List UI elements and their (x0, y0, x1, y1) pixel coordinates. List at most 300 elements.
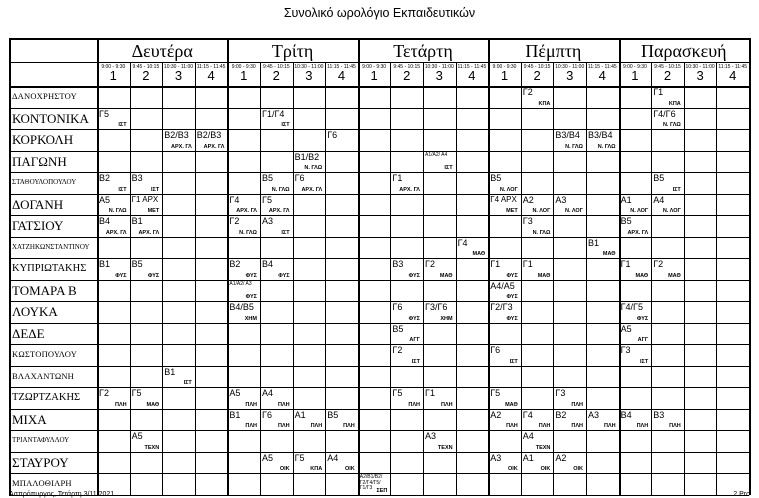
timetable-entry[interactable] (489, 410, 520, 430)
class-code: Γ6 (327, 130, 338, 140)
grid-vline (358, 38, 360, 495)
period-time: 9:45 - 10:15 (654, 64, 681, 70)
timetable-entry[interactable] (587, 130, 618, 150)
timetable-entry[interactable] (228, 259, 259, 279)
subject-code: ΠΛΗ (538, 423, 551, 429)
timetable-entry[interactable] (228, 195, 259, 215)
timetable-entry[interactable] (261, 216, 292, 236)
period-time: 10:30 - 11:00 (555, 64, 585, 70)
class-code: Α1/Α2/ Α3 (229, 280, 252, 287)
class-code: Β1/Β2 (294, 151, 320, 162)
timetable-entry[interactable] (554, 388, 585, 408)
period-number: 1 (109, 68, 117, 83)
timetable-entry[interactable] (652, 109, 683, 129)
subject-code: ΣΕΠ (376, 487, 388, 494)
subject-code: ΜΑΘ (472, 251, 486, 257)
subject-code: Ν. ΓΛΩ (239, 229, 257, 236)
subject-code: ΦΥΣ (636, 315, 649, 322)
subject-code: ΦΥΣ (408, 315, 420, 322)
timetable-entry[interactable] (391, 324, 422, 344)
period-time: 9:45 - 10:15 (393, 64, 421, 70)
timetable-entry[interactable] (326, 130, 357, 150)
timetable-entry[interactable] (163, 367, 194, 387)
timetable-entry[interactable] (620, 195, 651, 215)
timetable-entry[interactable] (522, 453, 553, 473)
period-number: 2 (142, 68, 150, 83)
timetable-entry[interactable] (261, 259, 292, 279)
subject-code: ΦΥΣ (506, 272, 518, 279)
class-code: Α5 (262, 452, 274, 463)
subject-code: Ν. ΛΟΓ (565, 208, 583, 214)
subject-code: ΑΡΧ. ΓΛ (301, 186, 323, 193)
period-time: 9:45 - 10:15 (262, 64, 290, 70)
period-time: 11:15 - 11:45 (587, 64, 617, 70)
class-code: Α1/Α2/ Α4 (425, 151, 448, 158)
timetable-entry[interactable] (522, 431, 553, 451)
subject-code: ΟΙΚ (540, 466, 551, 472)
grid-vline (684, 62, 685, 495)
class-code: Γ1 (425, 388, 435, 398)
teacher-name: ΔΟΓΑΝΗ (12, 196, 64, 212)
period-number: 3 (174, 68, 183, 83)
timetable-entry[interactable] (424, 152, 455, 172)
class-code: Γ4 (457, 237, 468, 248)
timetable-entry[interactable] (261, 195, 292, 215)
timetable-entry[interactable] (652, 173, 683, 193)
timetable-entry[interactable] (98, 195, 129, 215)
timetable-entry[interactable] (391, 302, 422, 322)
subject-code: Ν. ΓΛΩ (662, 122, 681, 128)
teacher-name: ΤΡΙΑΝΤΑΦΥΛΛΟΥ (12, 436, 70, 444)
period-time: 10:30 - 11:00 (424, 64, 454, 70)
class-code: Γ2 (653, 259, 664, 269)
timetable-entry[interactable] (228, 410, 259, 430)
timetable-entry[interactable] (652, 259, 683, 279)
class-code: Γ4 (229, 194, 240, 205)
timetable-entry[interactable] (261, 109, 292, 129)
class-code: Γ4/Γ5 (620, 302, 644, 312)
subject-code: ΠΛΗ (571, 423, 583, 429)
timetable-entry[interactable] (326, 453, 357, 473)
timetable-entry[interactable] (228, 216, 259, 236)
class-code: Γ5 (131, 388, 142, 398)
teacher-name: ΜΙΧΑ (12, 411, 47, 427)
page-title: Συνολικό ωρολόγιο Εκπαιδευτικών (283, 6, 476, 20)
subject-code: ΜΕΤ (506, 208, 518, 214)
class-code: Γ1 (392, 173, 403, 183)
teacher-name: ΧΑΤΖΗΚΩΝΣΤΑΝΤΙΝΟΥ (12, 242, 90, 251)
timetable-entry[interactable] (424, 259, 455, 279)
timetable-entry[interactable] (489, 259, 520, 279)
grid-vline (195, 62, 196, 495)
class-code: Β4 (620, 409, 632, 420)
class-code: Γ3 (522, 216, 533, 226)
teacher-name: ΔΕΔΕ (12, 325, 45, 341)
class-code: Γ1/Γ4 (262, 108, 285, 119)
class-code: Α4 (262, 388, 274, 398)
period-time: 9:00 - 9:30 (622, 64, 647, 70)
timetable-entry[interactable] (620, 345, 651, 365)
class-code: Β5 (653, 173, 665, 183)
period-number: 1 (370, 68, 378, 83)
subject-code: ΜΑΘ (146, 401, 160, 408)
subject-code: ΠΛΗ (277, 423, 290, 429)
timetable-entry[interactable] (228, 302, 259, 322)
timetable-entry[interactable] (294, 173, 325, 193)
subject-code: ΑΡΧ. ΓΛ (138, 229, 160, 236)
timetable-entry[interactable] (424, 431, 455, 451)
period-number: 2 (403, 68, 411, 83)
timetable-entry[interactable] (261, 410, 292, 430)
class-code: Β4/Β5 (229, 302, 254, 312)
grid-hline (9, 280, 749, 281)
subject-code: ΙΣΤ (639, 358, 649, 365)
timetable-entry[interactable] (98, 388, 129, 408)
subject-code: Ν. ΓΛΩ (304, 165, 323, 171)
subject-code: ΧΗΜ (244, 315, 257, 322)
subject-code: ΠΛΗ (408, 401, 420, 408)
teacher-name: ΚΟΝΤΟΝΙΚΑ (12, 110, 89, 126)
class-code: Γ5 (294, 452, 305, 463)
subject-code: ΑΡΧ. ΓΛ (105, 229, 127, 236)
timetable-entry[interactable] (489, 195, 520, 215)
class-code: Β5 (131, 259, 143, 269)
timetable-entry[interactable] (294, 152, 325, 172)
class-code: Α3 (555, 194, 567, 205)
subject-code: ΑΡΧ. ΓΛ (171, 143, 192, 150)
subject-code: Ν. ΓΛΩ (108, 208, 127, 214)
timetable-entry[interactable] (424, 388, 455, 408)
grid-vline (749, 38, 751, 495)
timetable-entry[interactable] (554, 130, 585, 150)
grid-vline (325, 62, 326, 495)
timetable-entry[interactable] (652, 410, 683, 430)
grid-hline (9, 237, 749, 238)
timetable-entry[interactable] (359, 474, 390, 494)
subject-code: ΠΛΗ (571, 401, 583, 408)
day-header: Τετάρτη (393, 41, 453, 61)
teacher-name: ΤΟΜΑΡΑ Β (12, 282, 77, 298)
class-code: Β4 (99, 216, 111, 226)
timetable-entry[interactable] (196, 130, 227, 150)
class-code: Α4 (522, 431, 534, 441)
class-code: Β1 (588, 237, 600, 248)
class-code: Γ1 (620, 259, 631, 269)
teacher-name: ΚΟΡΚΟΛΗ (12, 132, 74, 147)
class-code: Α3 (425, 431, 437, 441)
timetable-entry[interactable] (652, 195, 683, 215)
grid-hline (9, 452, 749, 453)
subject-code: ΑΡΧ. ΓΛ (399, 186, 420, 193)
class-code: Γ4 (522, 409, 533, 420)
class-code: Γ5 (262, 194, 272, 205)
subject-code: ΙΣΤ (672, 186, 681, 193)
timetable-entry[interactable] (620, 259, 651, 279)
timetable-entry[interactable] (391, 345, 422, 365)
period-time: 9:45 - 10:15 (523, 64, 551, 70)
subject-code: Ν. ΛΟΓ (630, 208, 649, 214)
subject-code: ΦΥΣ (245, 294, 257, 300)
timetable-entry[interactable] (489, 388, 520, 408)
timetable-entry[interactable] (131, 431, 162, 451)
timetable-entry[interactable] (228, 388, 259, 408)
timetable-entry[interactable] (131, 216, 162, 236)
timetable-entry[interactable] (620, 324, 651, 344)
timetable-entry[interactable] (489, 345, 520, 365)
class-code: Γ2 (229, 216, 240, 226)
class-code: Γ2 (99, 388, 109, 398)
subject-code: ΙΣΤ (444, 165, 453, 171)
class-code: Γ3 (555, 388, 566, 398)
subject-code: ΚΠΑ (668, 100, 681, 107)
day-header: Τρίτη (271, 41, 314, 61)
timetable-entry[interactable] (522, 259, 553, 279)
period-number: 2 (272, 68, 280, 83)
teacher-name: ΣΤΑΥΡΟΥ (12, 454, 69, 470)
class-code: Β5 (327, 409, 339, 420)
class-code: Α4 (327, 452, 339, 463)
timetable-entry[interactable] (228, 281, 259, 301)
timetable-entry[interactable] (131, 173, 162, 193)
class-code: Α1 (522, 452, 534, 463)
timetable-entry[interactable] (620, 410, 651, 430)
subject-code: ΠΛΗ (277, 401, 290, 408)
subject-code: ΙΣΤ (150, 186, 160, 193)
subject-code: ΜΑΘ (668, 272, 681, 279)
subject-code: ΙΣΤ (509, 358, 518, 365)
class-code: Α5 (229, 388, 241, 398)
teacher-name: ΚΥΠΡΙΩΤΑΚΗΣ (12, 263, 87, 274)
subject-code: Ν. ΓΛΩ (597, 143, 616, 150)
timetable-entry[interactable] (620, 302, 651, 322)
subject-code: ΑΓΓ (409, 337, 420, 343)
timetable-entry[interactable] (98, 109, 129, 129)
subject-code: ΠΛΗ (310, 423, 323, 429)
timetable-entry[interactable] (489, 173, 520, 193)
period-number: 4 (207, 68, 215, 83)
timetable-grid (9, 38, 750, 496)
timetable-entry[interactable] (489, 453, 520, 473)
timetable-entry[interactable] (652, 87, 683, 107)
period-number: 1 (500, 68, 509, 83)
period-time: 11:15 - 11:45 (196, 64, 226, 70)
class-code: Β2 (229, 259, 241, 269)
timetable-entry[interactable] (98, 216, 129, 236)
subject-code: ΙΣΤ (118, 186, 127, 193)
teacher-name: ΣΤΑΘΟΥΛΟΠΟΥΛΟΥ (12, 178, 77, 186)
subject-code: ΠΛΗ (343, 423, 355, 429)
timetable-entry[interactable] (391, 259, 422, 279)
class-code: Α3 (490, 452, 502, 463)
timetable-entry[interactable] (261, 173, 292, 193)
subject-code: ΟΙΚ (279, 466, 290, 472)
timetable-entry[interactable] (522, 216, 553, 236)
class-code: Α5 (99, 194, 111, 205)
class-code: Γ1 (490, 259, 501, 269)
timetable-entry[interactable] (554, 410, 585, 430)
grid-vline (716, 62, 717, 495)
class-code: Γ1 (653, 87, 664, 97)
subject-code: ΠΛΗ (636, 423, 649, 429)
class-code: Β1 (164, 366, 176, 377)
timetable-entry[interactable] (98, 259, 129, 279)
subject-code: ΦΥΣ (147, 272, 160, 279)
subject-code: ΠΛΗ (440, 401, 453, 408)
period-number: 4 (598, 68, 606, 83)
period-number: 3 (435, 68, 443, 83)
class-code: Α4/Α5 (490, 280, 515, 291)
subject-code: ΜΕΤ (147, 208, 160, 214)
timetable-entry[interactable] (489, 281, 520, 301)
teacher-name: ΠΑΓΩΝΗ (12, 153, 67, 169)
class-code: Β4 (262, 259, 274, 269)
class-code: Γ4/Γ6 (653, 108, 676, 119)
timetable-entry[interactable] (620, 216, 651, 236)
grid-hline (9, 430, 749, 431)
grid-hline (9, 129, 749, 130)
teacher-name: ΔΑΝΟΧΡΗΣΤΟΥ (12, 91, 77, 101)
subject-code: ΙΣΤ (281, 229, 290, 236)
period-number: 2 (533, 68, 541, 83)
class-code: Β1 (229, 409, 241, 420)
subject-code: ΜΑΘ (635, 272, 649, 279)
timetable-entry[interactable] (587, 410, 618, 430)
class-code: Α5 (131, 431, 143, 441)
class-code: Β2 (555, 409, 567, 420)
grid-vline (586, 62, 587, 495)
grid-hline (9, 495, 749, 496)
footer-right-text: 2 Pro (733, 491, 750, 498)
day-header: Πέμπτη (525, 41, 582, 61)
period-number: 1 (240, 68, 248, 83)
teacher-name: ΛΟΥΚΑ (12, 304, 58, 319)
timetable-entry[interactable] (554, 195, 585, 215)
class-code: Β2 (99, 173, 111, 183)
class-code: Α2 (490, 409, 502, 420)
timetable-entry[interactable] (98, 173, 129, 193)
subject-code: ΠΛΗ (245, 401, 257, 408)
class-code: Β5 (490, 173, 502, 183)
teacher-name: ΓΑΤΣΙΟΥ (12, 218, 64, 233)
timetable-entry[interactable] (587, 238, 618, 258)
subject-code: ΠΛΗ (603, 423, 616, 429)
subject-code: ΟΙΚ (345, 466, 355, 472)
timetable-entry[interactable] (163, 130, 194, 150)
timetable-entry[interactable] (294, 410, 325, 430)
period-number: 2 (663, 68, 672, 83)
class-code: Β3/Β4 (555, 130, 580, 140)
timetable-entry[interactable] (391, 388, 422, 408)
subject-code: ΑΓΓ (637, 337, 649, 343)
class-code: Γ5 (392, 388, 403, 398)
timetable-entry[interactable] (489, 302, 520, 322)
grid-hline (9, 151, 749, 152)
class-code: Α4 (653, 194, 665, 205)
period-time: 11:15 - 11:45 (327, 64, 356, 70)
subject-code: ΠΛΗ (245, 423, 257, 429)
subject-code: ΜΑΘ (602, 251, 616, 257)
subject-code: ΑΡΧ. ΓΛ (627, 229, 649, 236)
class-code: Β1 (99, 259, 111, 269)
subject-code: ΙΣΤ (183, 380, 192, 386)
class-code: Γ6 (490, 345, 501, 355)
subject-code: Ν. ΓΛΩ (532, 229, 551, 236)
subject-code: ΦΥΣ (408, 272, 420, 279)
class-code: Α2 (555, 452, 567, 463)
timetable-entry[interactable] (131, 388, 162, 408)
subject-code: ΤΕΧΝ (437, 444, 453, 451)
class-code: Α1 (620, 194, 632, 205)
grid-vline (553, 62, 554, 495)
subject-code: ΜΑΘ (505, 401, 518, 408)
subject-code: ΦΥΣ (506, 294, 518, 300)
timetable-entry[interactable] (522, 87, 553, 107)
class-code: Γ5 (99, 108, 109, 119)
subject-code: ΠΛΗ (669, 423, 681, 429)
timetable-entry[interactable] (131, 195, 162, 215)
subject-code: ΙΣΤ (411, 358, 420, 365)
timetable-entry[interactable] (261, 453, 292, 473)
timetable-entry[interactable] (554, 453, 585, 473)
subject-code: ΧΗΜ (440, 315, 453, 322)
timetable-entry[interactable] (522, 410, 553, 430)
timetable-entry[interactable] (326, 410, 357, 430)
timetable-entry[interactable] (391, 173, 422, 193)
class-code: Β1 (131, 216, 143, 226)
class-code: Γ2 (425, 259, 435, 269)
subject-code: ΚΠΑ (538, 100, 551, 107)
class-code: Γ3 (620, 345, 631, 355)
period-number: 3 (305, 68, 313, 83)
class-code: Β2/Β3 (196, 130, 222, 140)
subject-code: ΜΑΘ (439, 272, 453, 279)
class-code: Β5 (620, 216, 632, 226)
timetable-entry[interactable] (261, 388, 292, 408)
grid-vline (162, 62, 163, 495)
period-time: 11:15 - 11:45 (457, 64, 487, 70)
timetable-entry[interactable] (457, 238, 488, 258)
timetable-entry[interactable] (131, 259, 162, 279)
subject-code: ΦΥΣ (506, 315, 518, 322)
timetable-entry[interactable] (424, 302, 455, 322)
class-code: Γ1 ΑΡΧ (131, 194, 159, 204)
timetable-entry[interactable] (294, 453, 325, 473)
period-time: 9:00 - 9:30 (492, 64, 517, 70)
subject-code: ΙΣΤ (281, 122, 290, 128)
day-header: Δευτέρα (131, 41, 193, 61)
subject-code: Ν. ΛΟΓ (499, 186, 518, 193)
class-code: Γ6 (262, 409, 272, 420)
timetable-entry[interactable] (522, 195, 553, 215)
grid-vline (9, 38, 11, 495)
grid-vline (456, 62, 457, 495)
subject-code: ΤΕΧΝ (535, 444, 551, 451)
class-code: Β5 (392, 323, 404, 334)
grid-hline (9, 86, 749, 88)
class-code: Γ3/Γ6 (425, 302, 448, 312)
period-time: 9:00 - 9:30 (362, 64, 387, 70)
subject-code: ΠΛΗ (506, 423, 518, 429)
class-code: Β3 (653, 409, 665, 420)
teacher-name: ΚΩΣΤΟΠΟΥΛΟΥ (12, 349, 78, 359)
subject-code: ΑΡΧ. ΓΛ (268, 208, 290, 214)
subject-code: ΚΠΑ (310, 466, 323, 472)
period-number: 4 (729, 68, 737, 83)
period-time: 9:45 - 10:15 (132, 64, 160, 70)
teacher-name: ΒΛΑΧΑΝΤΩΝΗ (12, 370, 75, 381)
footer-left-text: Ασπρόπυργος, Τετάρτη 3/11/2021 (9, 491, 115, 498)
subject-code: ΜΑΘ (537, 272, 551, 279)
